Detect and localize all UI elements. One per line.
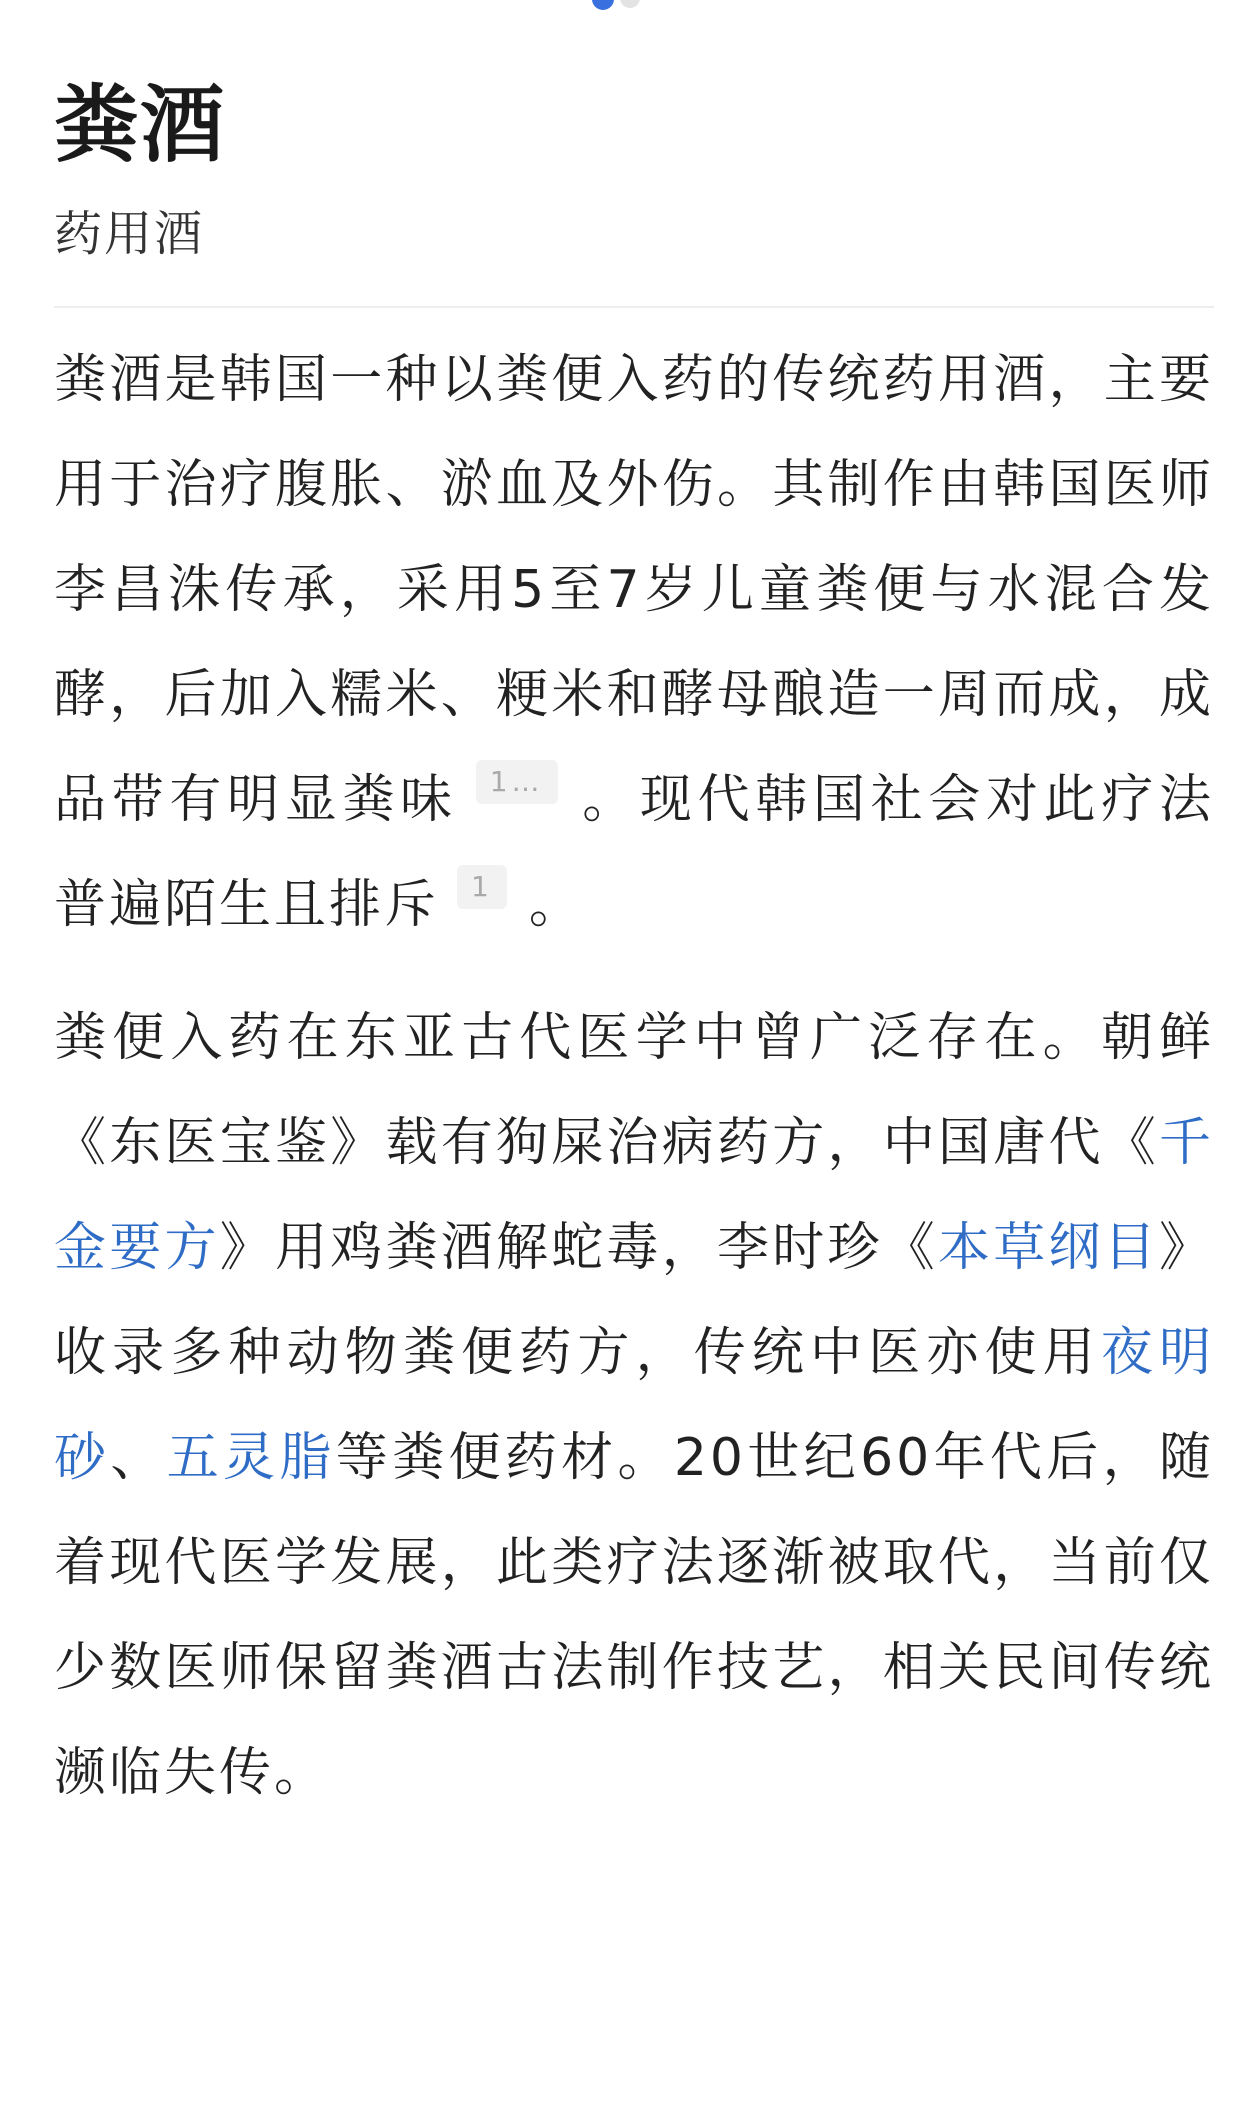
entry-title: 粪酒 [54, 76, 227, 174]
paragraph-text: 、 [110, 1428, 167, 1488]
paragraph-history [54, 986, 1214, 1826]
article-content [54, 70, 1214, 1826]
entry-subtitle: 药用酒 [54, 206, 205, 262]
divider [54, 306, 1214, 308]
link-bencao-gangmu[interactable]: 本草纲目 [937, 1218, 1159, 1278]
page-indicator [580, 0, 650, 14]
paragraph-text: 粪酒是韩国一种以粪便入药的传统药用酒，主要用于治疗腹胀、淤血及外伤。其制作由韩国医师李昌洙传承，采用5至7岁儿童粪便与水混合发酵，后加入糯米、粳米和酵母酿造一周而成，成品带有明显粪味 [54, 350, 1214, 830]
paragraph-text: 。现代韩国社会对此疗法普遍陌生且排斥 [54, 770, 1214, 935]
reference-marker[interactable]: 1… [476, 760, 558, 804]
paragraph-text: 粪便入药在东亚古代医学中曾广泛存在。朝鲜《东医宝鉴》载有狗屎治病药方，中国唐代《 [54, 1008, 1214, 1173]
reference-marker[interactable]: 1 [457, 865, 507, 909]
paragraph-text: 等粪便药材。20世纪60年代后，随着现代医学发展，此类疗法逐渐被取代，当前仅少数医师保留粪酒古法制作技艺，相关民间传统濒临失传。 [54, 1428, 1214, 1803]
paragraph-text: 》收录多种动物粪便药方，传统中医亦使用 [54, 1218, 1214, 1383]
paragraph-intro [54, 328, 1214, 958]
link-wulingzhi[interactable]: 五灵脂 [166, 1428, 336, 1488]
link-yemingsha[interactable]: 夜明砂 [54, 1323, 1214, 1488]
link-qianjin-yaofang[interactable]: 千金要方 [54, 1113, 1214, 1278]
page-indicator-inactive-dot [620, 0, 640, 8]
paragraph-text: 。 [528, 875, 584, 935]
page-indicator-active-dot [592, 0, 614, 10]
paragraph-text: 》用鸡粪酒解蛇毒，李时珍《 [219, 1218, 938, 1278]
